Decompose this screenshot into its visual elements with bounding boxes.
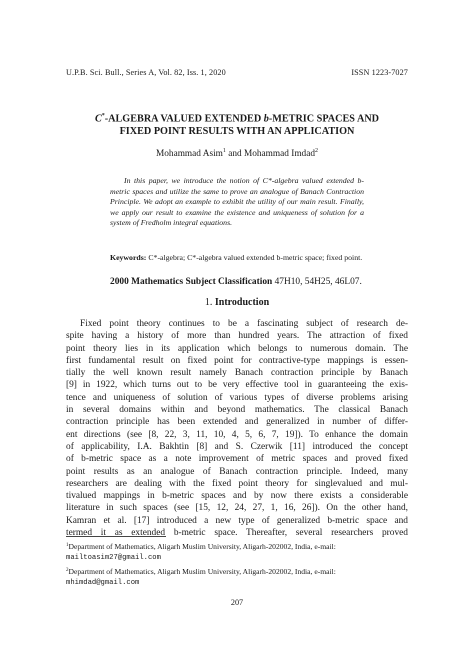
body-line: researchers are dealing with the fixed point theory for singlevalued and mul- — [66, 478, 408, 489]
body-line: ent directions (see [8, 22, 3, 11, 10, 4, 5, 6, 7, 19]). To enhance the domain — [66, 429, 408, 440]
keywords-label: Keywords: — [110, 253, 147, 262]
title-mid: -ALGEBRA VALUED EXTENDED — [104, 113, 264, 125]
issn: ISSN 1223-7027 — [351, 68, 408, 77]
author-2: Mohammad Imdad — [243, 149, 315, 159]
footnote-1-email[interactable]: mailtoasim27@gmail.com — [66, 554, 161, 562]
title-line-2: FIXED POINT RESULTS WITH AN APPLICATION — [119, 126, 355, 138]
footnote-2-email[interactable]: mhimdad@gmail.com — [66, 579, 140, 587]
title-c-symbol: C — [94, 113, 102, 125]
running-header — [66, 68, 408, 77]
footnote-1-text: Department of Mathematics, Aligarh Muslim University, Aligarh-202002, India, e-mail: — [68, 542, 336, 551]
body-line: spite having a history of more than hundred years. The attraction of fixed — [66, 331, 408, 342]
author-1: Mohammad Asim — [156, 149, 223, 159]
body-line: tence and uniqueness of solution of various types of diverse problems arising — [66, 392, 408, 403]
msc-codes: 47H10, 54H25, 46L07. — [272, 277, 362, 287]
keywords-text: C*-algebra; C*-algebra valued extended b-metric space; fixed point. — [146, 253, 363, 262]
journal-citation: U.P.B. Sci. Bull., Series A, Vol. 82, Iss. 1, 2020 — [66, 68, 226, 77]
body-text — [66, 318, 408, 539]
body-line: tially the well known result namely Banach contraction principle by Banach — [66, 368, 408, 379]
body-line: first fundamental result on fixed point for contractive-type mappings is essen- — [66, 355, 408, 366]
body-line: tivalued mappings in b-metric spaces and by now there exists a considerable — [66, 491, 408, 502]
authors — [66, 148, 408, 159]
keywords — [110, 253, 364, 264]
author-1-footnote-mark: 1 — [222, 148, 226, 154]
footnote-2-text: Department of Mathematics, Aligarh Muslim University, Aligarh-202002, India, e-mail: — [68, 567, 336, 576]
footnote-2-mark: 2 — [66, 568, 69, 573]
paper-title — [66, 110, 408, 138]
title-line-1 — [66, 110, 408, 125]
page-number: 207 — [230, 598, 244, 607]
body-line: contraction principle has been extended and generalized in number of differ- — [66, 417, 408, 428]
footnote-2 — [66, 566, 408, 588]
footnote-1-mark: 1 — [66, 543, 69, 548]
section-heading — [66, 297, 408, 308]
msc-classification — [110, 277, 384, 287]
authors-and: and — [225, 149, 244, 159]
title-star: * — [101, 113, 105, 119]
msc-label: 2000 Mathematics Subject Classification — [110, 277, 273, 287]
abstract: In this paper, we introduce the notion of C*-algebra valued extended b-metric spaces and utilize the same to prove an analogue of Banach Contraction Principle. We adopt an example to exhibit the utility of our main result. Finally, we apply our result to examine the existence and uniqueness of solution for a system of Fredholm integral equations. — [110, 176, 364, 228]
section-number: 1. — [204, 297, 215, 308]
title-suffix: -METRIC SPACES AND — [268, 113, 380, 125]
title-b-symbol: b — [263, 113, 269, 125]
body-line: [9] in 1922, which turns out to be very effective tool in guaranteeing the exis- — [66, 380, 408, 391]
body-line: Kamran et al. [17] introduced a new type of generalized b-metric space and — [66, 515, 408, 526]
footnote-1 — [66, 541, 408, 563]
body-line: point results as an analogue of Banach contraction principle. Indeed, many — [66, 466, 408, 477]
footnote-rule — [66, 536, 166, 537]
body-line: of b-metric space as a note improvement of metric spaces and proved fixed — [66, 454, 408, 465]
body-line: of applicability, I.A. Bakhtin [8] and S. Czerwik [11] introduced the concept — [66, 441, 408, 452]
body-line: termed it as extended b-metric space. Thereafter, several researchers proved — [66, 528, 408, 539]
body-line: Fixed point theory continues to be a fascinating subject of research de- — [80, 319, 408, 329]
author-2-footnote-mark: 2 — [314, 148, 318, 154]
section-title: Introduction — [214, 297, 270, 308]
body-line: point theory lies in its application which belongs to numerous domain. The — [66, 343, 408, 354]
body-line: literature in such spaces (see [15, 12, 24, 27, 1, 16, 26]). On the other hand, — [66, 503, 408, 514]
body-line: in several domains within and beyond mathematics. The classical Banach — [66, 405, 408, 416]
